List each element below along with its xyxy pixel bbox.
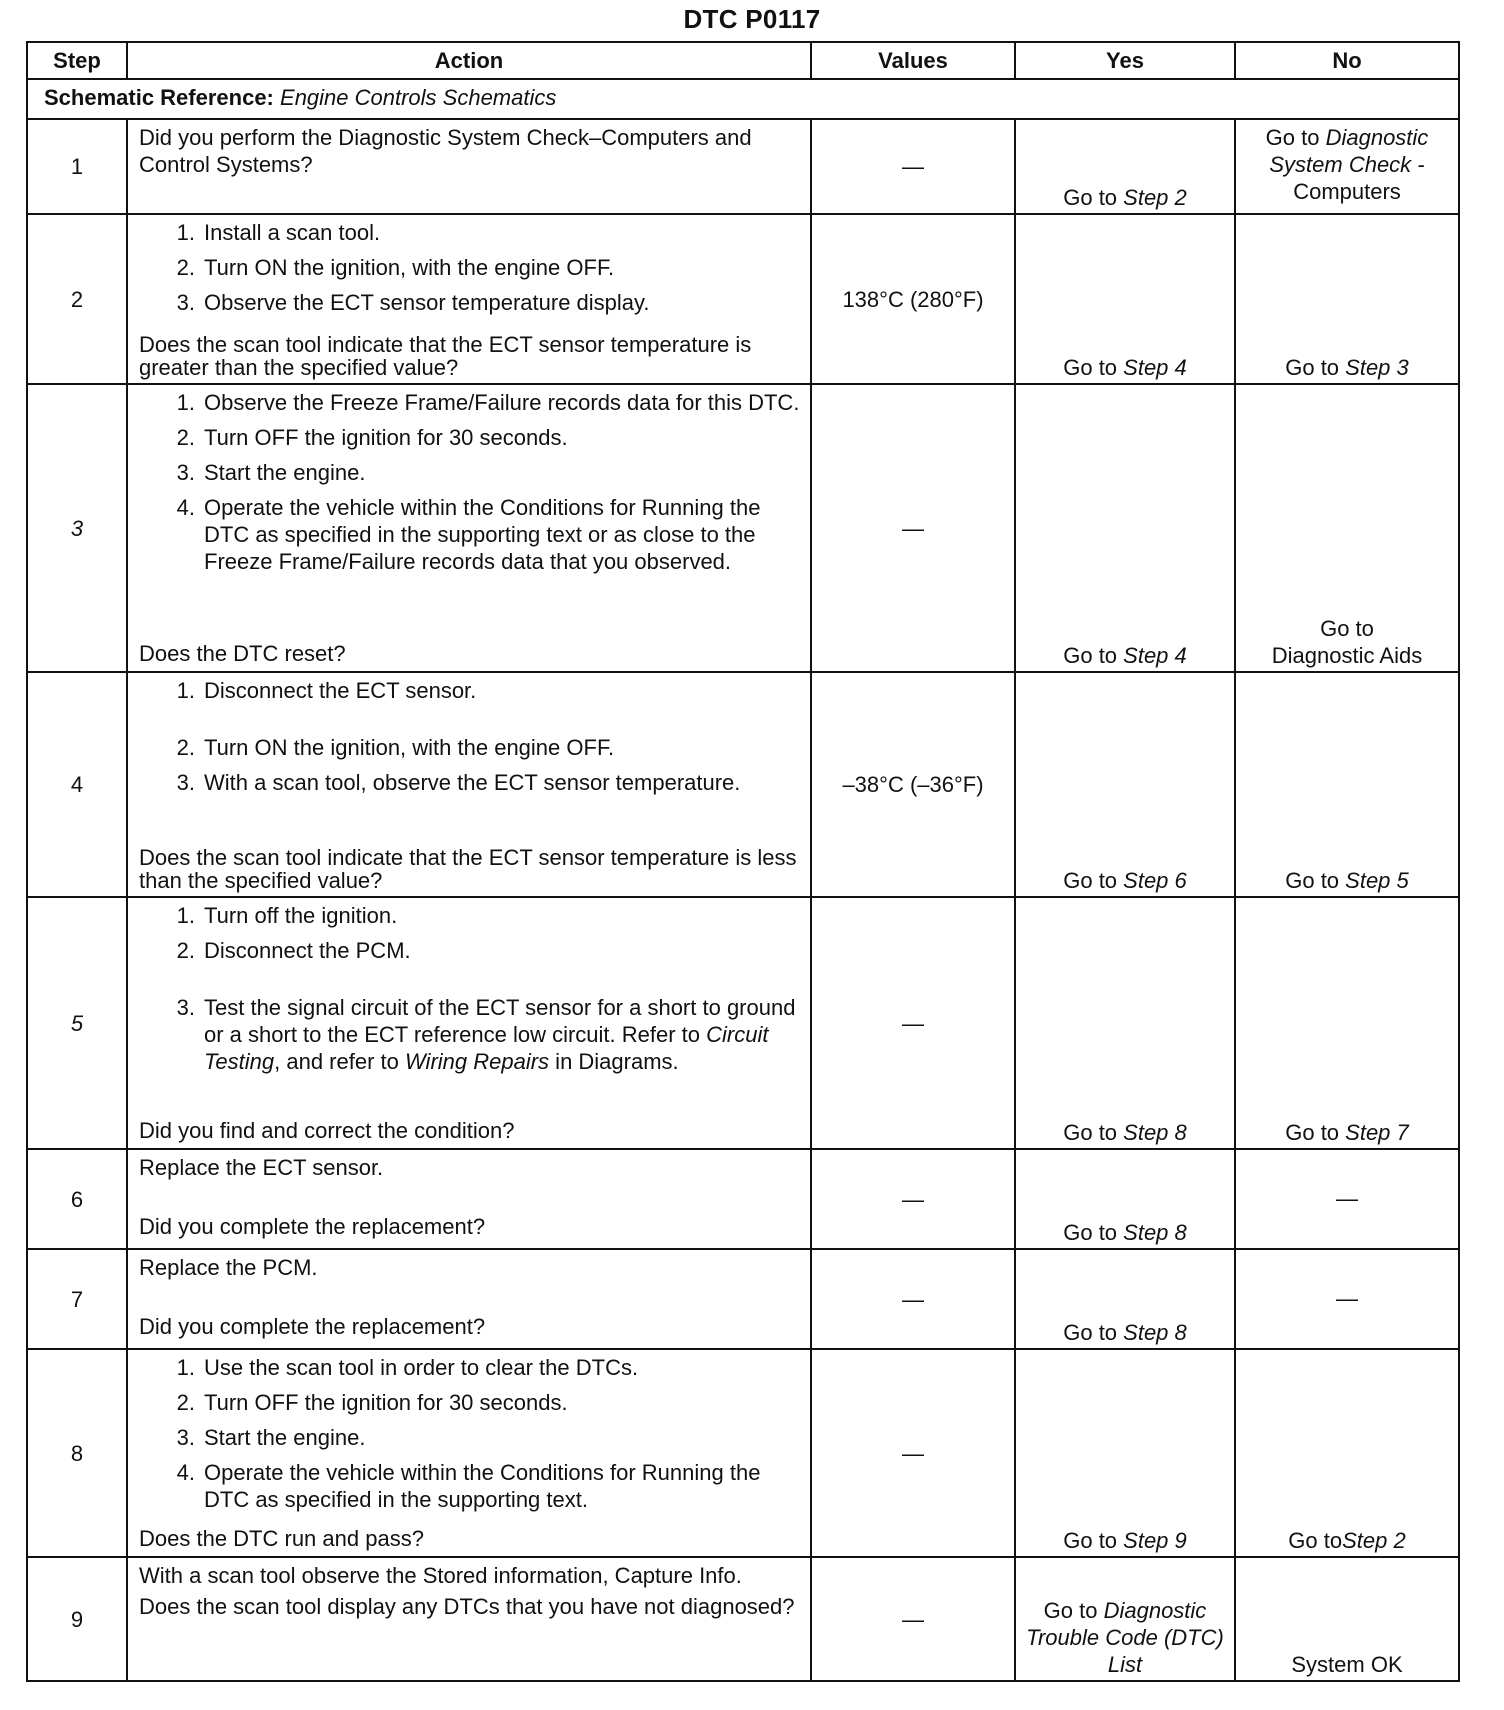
action-question: Does the scan tool display any DTCs that you have not diagnosed?: [139, 1594, 795, 1619]
table-row: [27, 1557, 1459, 1681]
value-cell: —: [811, 119, 1015, 214]
action-list: [139, 1354, 800, 1521]
no-cell: Go toStep 2: [1235, 1349, 1459, 1557]
schematic-reference-label: Schematic Reference:: [44, 85, 274, 110]
no-cell: Go to Step 7: [1235, 897, 1459, 1149]
value-cell: —: [811, 1249, 1015, 1349]
action-question: Did you find and correct the condition?: [139, 1118, 515, 1143]
action-item: 2. Turn OFF the ignition for 30 seconds.: [176, 425, 568, 450]
no-cell: —: [1235, 1249, 1459, 1349]
action-question: Does the DTC reset?: [139, 641, 346, 666]
table-row: [27, 672, 1459, 897]
schematic-reference-row: [27, 79, 1459, 119]
schematic-reference: [27, 79, 1459, 119]
yes-cell: Go to Step 8: [1015, 1149, 1235, 1249]
action-cell: [127, 119, 811, 214]
action-item: 2. Turn ON the ignition, with the engine OFF.: [176, 255, 615, 280]
yes-cell: Go to Step 4: [1015, 384, 1235, 672]
document-title: DTC P0117: [683, 4, 821, 34]
table-row: [27, 1249, 1459, 1349]
schematic-reference-link[interactable]: Engine Controls Schematics: [280, 85, 557, 110]
value-cell: –38°C (–36°F): [811, 672, 1015, 897]
yes-cell: Go to Step 2: [1015, 119, 1235, 214]
action-item: 1. Install a scan tool.: [176, 220, 381, 245]
no-cell: Go to Step 5: [1235, 672, 1459, 897]
header-step: Step: [27, 42, 127, 79]
step-link[interactable]: Step 6: [1123, 868, 1187, 893]
step-number: 6: [27, 1149, 127, 1249]
header-action: Action: [127, 42, 811, 79]
step-link[interactable]: Step 8: [1123, 1220, 1187, 1245]
action-item: 1. Turn off the ignition.: [176, 903, 398, 928]
action-cell: [127, 897, 811, 1149]
action-question: Does the scan tool indicate that the ECT sensor temperature is greater than the specified value?: [139, 332, 752, 380]
action-item: 4. Operate the vehicle within the Conditions for Running the DTC as specified in the supporting text.: [176, 1460, 761, 1512]
action-question: Does the DTC run and pass?: [139, 1526, 424, 1551]
action-cell: [127, 1349, 811, 1557]
action-item: 2. Turn OFF the ignition for 30 seconds.: [176, 1390, 568, 1415]
action-question: Does the scan tool indicate that the ECT sensor temperature is less than the specified value?: [139, 845, 797, 893]
action-item: 3. Observe the ECT sensor temperature display.: [176, 290, 650, 315]
action-item: 3. Start the engine.: [176, 1425, 366, 1450]
step-number: 2: [27, 214, 127, 384]
action-item: 4. Operate the vehicle within the Conditions for Running the DTC as specified in the supporting text or as close to the Freeze Frame/Failure records data that you observed.: [176, 495, 761, 574]
yes-cell: Go to Step 9: [1015, 1349, 1235, 1557]
step-link[interactable]: Step 7: [1345, 1120, 1409, 1145]
header-no: No: [1235, 42, 1459, 79]
table-row: [27, 384, 1459, 672]
step-link[interactable]: Step 3: [1345, 355, 1409, 380]
action-list: [139, 219, 800, 324]
action-item: 1. Disconnect the ECT sensor.: [176, 678, 477, 703]
action-item: 1. Observe the Freeze Frame/Failure records data for this DTC.: [176, 390, 800, 415]
no-cell: Go to Step 3: [1235, 214, 1459, 384]
yes-cell: Go to Diagnostic Trouble Code (DTC) List: [1015, 1557, 1235, 1681]
header-values: Values: [811, 42, 1015, 79]
step-number: 8: [27, 1349, 127, 1557]
action-cell: [127, 214, 811, 384]
yes-cell: Go to Step 8: [1015, 1249, 1235, 1349]
step-number: 3: [27, 384, 127, 672]
table-row: [27, 1349, 1459, 1557]
step-number: 4: [27, 672, 127, 897]
no-cell: —: [1235, 1149, 1459, 1249]
yes-cell: Go to Step 6: [1015, 672, 1235, 897]
step-number: 1: [27, 119, 127, 214]
step-link[interactable]: Step 2: [1123, 185, 1187, 210]
diagnostic-system-check-link[interactable]: Diagnostic System Check -: [1269, 125, 1429, 177]
action-text: Replace the PCM.: [139, 1255, 318, 1280]
yes-cell: Go to Step 4: [1015, 214, 1235, 384]
action-text: Did you perform the Diagnostic System Check–Computers and Control Systems?: [139, 125, 752, 177]
action-list: [139, 677, 800, 804]
table-row: [27, 1149, 1459, 1249]
action-cell: [127, 1149, 811, 1249]
action-cell: [127, 1557, 811, 1681]
value-cell: —: [811, 1557, 1015, 1681]
action-question: Did you complete the replacement?: [139, 1314, 486, 1339]
diagnostic-table: [26, 41, 1460, 1682]
action-cell: [127, 672, 811, 897]
step-link[interactable]: Step 4: [1123, 643, 1187, 668]
diagnostic-aids-link[interactable]: Diagnostic Aids: [1271, 643, 1423, 668]
step-number: 9: [27, 1557, 127, 1681]
action-item: 3. With a scan tool, observe the ECT sensor temperature.: [176, 770, 741, 795]
action-item: 2. Disconnect the PCM.: [176, 938, 411, 963]
no-cell: Go to Diagnostic System Check - Computers: [1235, 119, 1459, 214]
circuit-testing-link[interactable]: Circuit Testing: [204, 1022, 769, 1074]
value-cell: 138°C (280°F): [811, 214, 1015, 384]
table-row: [27, 119, 1459, 214]
action-list: [139, 389, 800, 583]
action-question: Did you complete the replacement?: [139, 1214, 486, 1239]
table-row: [27, 214, 1459, 384]
action-cell: [127, 384, 811, 672]
value-cell: —: [811, 1349, 1015, 1557]
step-link[interactable]: Step 9: [1123, 1528, 1187, 1553]
value-cell: —: [811, 897, 1015, 1149]
no-cell: System OK: [1235, 1557, 1459, 1681]
action-text: Replace the ECT sensor.: [139, 1155, 384, 1180]
step-link[interactable]: Step 8: [1123, 1120, 1187, 1145]
action-list: [139, 902, 800, 1083]
step-link[interactable]: Step 8: [1123, 1320, 1187, 1345]
action-item: 3. Start the engine.: [176, 460, 366, 485]
no-cell: Go to Diagnostic Aids: [1235, 384, 1459, 672]
step-number: 7: [27, 1249, 127, 1349]
action-item: 1. Use the scan tool in order to clear the DTCs.: [176, 1355, 639, 1380]
dtc-list-link[interactable]: Diagnostic Trouble Code (DTC) List: [1026, 1598, 1224, 1677]
action-item: 3. Test the signal circuit of the ECT sensor for a short to ground or a short to the ECT reference low circuit. Refer to Circuit Testing, and refer to Wiring Repairs in Diagrams.: [176, 995, 796, 1074]
action-item: 2. Turn ON the ignition, with the engine OFF.: [176, 735, 615, 760]
step-number: 5: [27, 897, 127, 1149]
wiring-repairs-link[interactable]: Wiring Repairs: [404, 1049, 550, 1074]
step-link[interactable]: Step 2: [1342, 1528, 1406, 1553]
step-link[interactable]: Step 4: [1123, 355, 1187, 380]
yes-cell: Go to Step 8: [1015, 897, 1235, 1149]
step-link[interactable]: Step 5: [1345, 868, 1409, 893]
action-text: With a scan tool observe the Stored information, Capture Info.: [139, 1563, 742, 1588]
header-row: [27, 42, 1459, 79]
table-row: [27, 897, 1459, 1149]
action-cell: [127, 1249, 811, 1349]
value-cell: —: [811, 384, 1015, 672]
value-cell: —: [811, 1149, 1015, 1249]
header-yes: Yes: [1015, 42, 1235, 79]
